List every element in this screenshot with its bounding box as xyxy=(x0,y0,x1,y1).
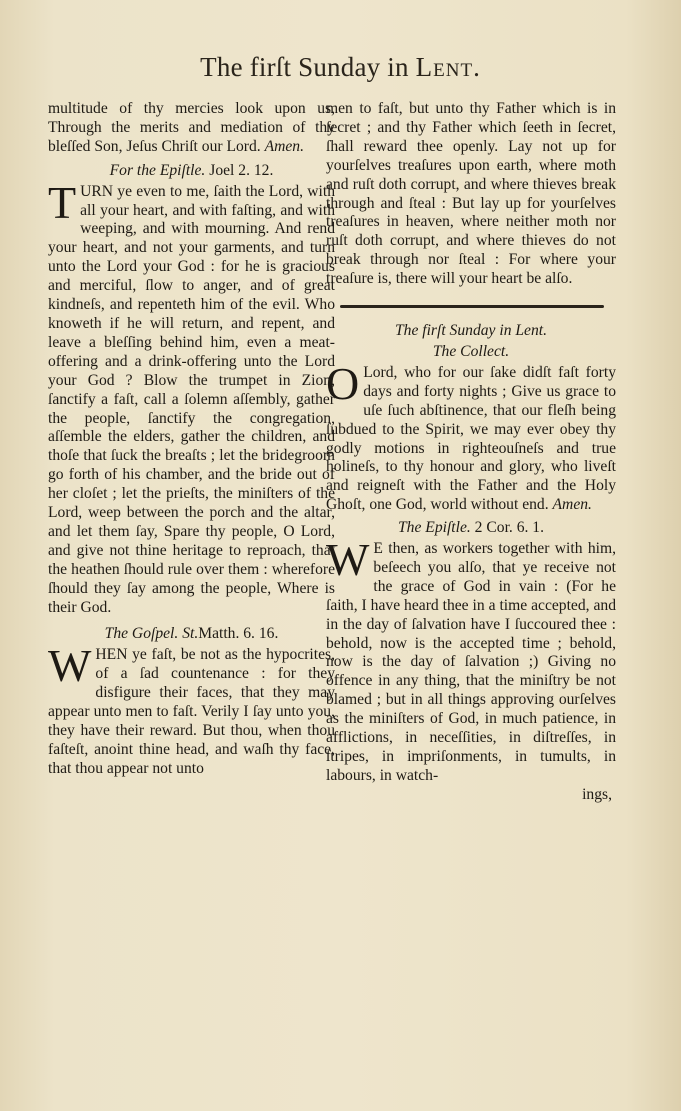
gospel-text: HEN ye faſt, be not as the hypocrites, of a ſad countenance : for they disfigure their faces, that they may appear unto men to faſt. Verily I ſay unto you, they have their reward. But thou, when thou faſteſt, anoint thine head, and waſh thy face, that thou appear not unto xyxy=(48,646,335,777)
running-head-text: The firſt Sunday in xyxy=(200,52,416,82)
running-head-smallcaps: Lent. xyxy=(415,52,481,82)
collect-dropcap: O xyxy=(326,357,360,409)
epistle-dropcap: T xyxy=(48,176,77,228)
epistle-heading xyxy=(48,162,335,181)
epistle-reference: Joel 2. 12. xyxy=(209,161,274,179)
right-column xyxy=(326,100,616,805)
collect-heading: The Collect. xyxy=(432,342,510,360)
epistle-paragraph-right xyxy=(326,534,616,786)
epistle-text-right: E then, as workers together with him, beſeech you alſo, that ye receive not the grace of God in vain : (For he ſaith, I have heard thee in a time accepted, and in the day of ſalvation have I ſuccoured thee : behold, now is the accepted time ; behold, now is the day of ſalvation ;) Giving no offence in any thing, that the miniſtry be not blamed ; but in all things approving ourſelves as the miniſters of God, in much patience, in afflictions, in neceſſities, in diſtreſſes, in ſtripes, in impriſonments, in tumults, in labours, in watch- xyxy=(326,540,616,784)
collect-paragraph xyxy=(326,357,616,515)
gospel-dropcap: W xyxy=(48,640,92,692)
collect-conclusion xyxy=(48,100,335,157)
gospel-continuation: men to faſt, but unto thy Father which is in ſecret ; and thy Father which ſeeth in ſecret, ſhall reward thee openly. Lay not up for yourſelves treaſures upon earth, where moth and ruſt doth corrupt, and where thieves break through and ſteal : But lay up for yourſelves treaſures in heaven, where neither moth nor ruſt doth corrupt, and where thieves do not break through nor ſteal : For where your treaſure is, there will your heart be alſo. xyxy=(326,100,616,288)
day-heading: The firſt Sunday in Lent. xyxy=(394,322,548,340)
epistle-heading-right xyxy=(326,519,616,538)
collect-amen: Amen. xyxy=(264,137,304,155)
gospel-paragraph xyxy=(48,640,335,778)
collect-text: Lord, who for our ſake didſt faſt forty days and forty nights ; Give us grace to uſe ſuch abſtinence, that our fleſh being ſubdued to the Spirit, we may ever obey thy godly motions in righteouſneſs and true holineſs, to thy honour and glory, who liveſt and reigneſt with the Father and the Holy Ghoſt, one God, world without end. xyxy=(326,363,616,514)
epistle-dropcap-right: W xyxy=(326,534,370,586)
collect-conclusion-text: multitude of thy mercies look upon us, Through the merits and mediation of thy bleſſed Son, Jeſus Chriſt our Lord. xyxy=(48,100,335,155)
epistle-reference-right: 2 Cor. 6. 1. xyxy=(474,519,544,537)
epistle-text: URN ye even to me, ſaith the Lord, with all your heart, and with faſting, and with weeping, and with mourning. And rend your heart, and not your garments, and turn unto the Lord your God : for he is gracious and merciful, ſlow to anger, and of great kindneſs, and repenteth him of the evil. Who knoweth if he will return, and repent, and leave a bleſſing behind him, even a meat-offering and a drink-offering unto the Lord your God ? Blow the trumpet in Zion, ſanctify a faſt, call a ſolemn aſſembly, gather the people, ſanctify the congregation, aſſemble the elders, gather the children, and thoſe that ſuck the breaſts ; let the bridegroom go forth of his chamber, and the bride out of her cloſet ; let the prieſts, the miniſters of the Lord, weep between the porch and the altar, and let them ſay, Spare thy people, O Lord, and give not thine heritage to reproach, that the heathen ſhould rule over them : wherefore ſhould they ſay among the people, Where is their God. xyxy=(48,182,335,616)
epistle-heading-right-label: The Epiſtle. xyxy=(398,519,471,537)
gospel-reference: Matth. 6. 16. xyxy=(198,625,279,643)
epistle-heading-label: For the Epiſtle. xyxy=(109,161,206,179)
gospel-ref-prefix: St. xyxy=(182,625,199,643)
running-head xyxy=(0,52,681,83)
gospel-heading-label: The Goſpel. xyxy=(104,625,179,643)
left-column xyxy=(48,100,335,779)
section-divider xyxy=(340,305,604,308)
catchword: ings, xyxy=(582,785,612,803)
gospel-heading xyxy=(48,625,335,644)
collect-amen-right: Amen. xyxy=(552,496,592,514)
epistle-paragraph xyxy=(48,176,335,618)
